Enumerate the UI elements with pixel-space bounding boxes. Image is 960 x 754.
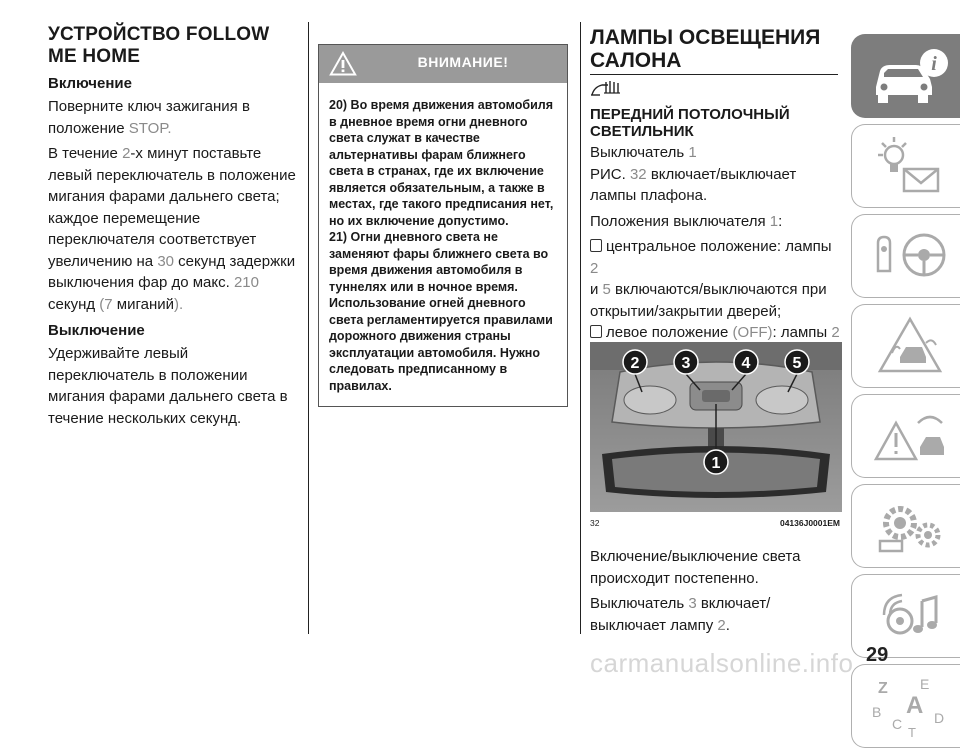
warning-line: заменяют фары ближнего света во — [329, 246, 549, 261]
warning-line: света в странах, где их включение — [329, 164, 544, 178]
ceiling-light-figure — [590, 342, 842, 512]
warning-line: время движения автомобиля в — [329, 263, 523, 277]
page-number: 29 — [866, 644, 889, 666]
callout-4 — [734, 350, 758, 374]
paragraph: Удерживайте левый переключатель в положении мигания фарами дальнего света в течение нескольких секунд. — [48, 345, 288, 427]
emergency-icon — [870, 403, 950, 467]
warning-line: света служат в качестве — [329, 131, 480, 145]
warning-line: но их включение допустимо. — [329, 213, 509, 228]
figure-code: 04136J0001EM — [779, 518, 840, 528]
paragraph: Поверните ключ зажигания в положение STOP. — [48, 98, 250, 137]
warning-line: Использование огней дневного — [329, 296, 526, 310]
tab-safety[interactable] — [851, 214, 960, 298]
svg-text:i: i — [931, 53, 937, 75]
car-info-icon — [870, 43, 950, 107]
safety-icon — [870, 223, 950, 287]
callout-5 — [785, 350, 809, 374]
watermark: carmanualsonline.info — [590, 648, 854, 678]
svg-text:3: 3 — [681, 355, 691, 372]
warning-line: света регламентируется правилами — [329, 312, 553, 327]
warning-line: следовать предписанному в — [329, 362, 508, 376]
paragraph: Включение/выключение света происходит постепенно. — [590, 548, 801, 587]
bullet-box-icon — [590, 325, 602, 338]
driving-icon — [870, 313, 950, 377]
tab-lights-messages[interactable] — [851, 124, 960, 208]
warning-line: дорожного движения страны — [329, 329, 511, 343]
multimedia-icon — [870, 583, 950, 647]
warning-box — [318, 44, 568, 407]
svg-text:E: E — [920, 676, 930, 692]
svg-text:C: C — [892, 716, 903, 732]
paragraph: Выключатель 3 включает/ выключает лампу 2. — [590, 595, 771, 634]
warning-lights-icon — [870, 133, 950, 197]
warning-line: 21) Огни дневного света не — [329, 230, 498, 244]
callout-3 — [674, 350, 698, 374]
paragraph: В течение 2-х минут поставьте левый переключатель в положение мигания фарами дальнего света; каждое перемещение переключателя соответствует увеличению на 30 секунд задержки выключения фар до макс. 210 секунд (7 миганий). — [48, 145, 296, 313]
subheading-off: Выключение — [48, 322, 145, 339]
list-item: левое положение (OFF): лампы 2 — [590, 322, 840, 387]
svg-text:2: 2 — [630, 355, 640, 372]
interior-light-icon — [590, 79, 624, 97]
subheading-on: Включение — [48, 75, 132, 92]
warning-line: 20) Во время движения автомобиля — [329, 98, 554, 112]
svg-text:B: B — [872, 704, 882, 720]
alphabet-index-icon — [870, 673, 950, 737]
warning-text — [319, 83, 567, 406]
list-item: центральное положение: лампы 2 и 5 включаются/выключаются при открытии/закрытии дверей; — [590, 238, 832, 320]
column-divider — [580, 22, 581, 634]
bullet-box-icon — [590, 239, 602, 252]
svg-text:Z: Z — [878, 680, 888, 697]
tab-starting-driving[interactable] — [851, 304, 960, 388]
column-divider — [308, 22, 309, 634]
warning-column — [318, 24, 568, 407]
section-heading: УСТРОЙСТВО FOLLOW ME HOME — [48, 24, 270, 67]
tab-index[interactable] — [851, 664, 960, 748]
svg-text:1: 1 — [711, 455, 721, 472]
paragraph: Выключатель 1 РИС. 32 включает/выключает лампы плафона. — [590, 144, 797, 204]
figure-number: 32 — [590, 518, 600, 528]
warning-line: местах, где такого предписания нет, — [329, 197, 554, 211]
subheading: ПЕРЕДНИЙ ПОТОЛОЧНЫЙ СВЕТИЛЬНИК — [590, 106, 790, 140]
warning-line: альтернативы фарам ближнего — [329, 147, 526, 162]
section-heading: ЛАМПЫ ОСВЕЩЕНИЯ САЛОНА — [590, 26, 821, 72]
svg-text:D: D — [934, 710, 945, 726]
callout-2 — [623, 350, 647, 374]
tab-emergency[interactable] — [851, 394, 960, 478]
svg-text:T: T — [908, 725, 916, 737]
svg-text:A: A — [906, 692, 924, 719]
interior-lights-continued — [590, 546, 840, 640]
warning-line: туннелях или в ночное время. — [329, 279, 518, 294]
svg-text:4: 4 — [741, 355, 751, 372]
follow-me-home-section — [48, 24, 298, 433]
callout-1 — [704, 450, 728, 474]
warning-line: эксплуатации автомобиля. Нужно — [329, 345, 540, 360]
tab-maintenance[interactable] — [851, 484, 960, 568]
svg-text:5: 5 — [792, 355, 802, 372]
paragraph: Положения выключателя 1: — [590, 212, 783, 230]
heading-underline — [590, 74, 838, 75]
tab-getting-to-know-car[interactable] — [851, 34, 960, 118]
warning-header — [319, 45, 567, 83]
warning-line: правилах. — [329, 378, 392, 393]
warning-title: ВНИМАНИЕ! — [417, 54, 509, 70]
warning-line: является обязательным, а также в — [329, 180, 545, 195]
warning-line: в дневное время огни дневного — [329, 114, 528, 129]
gears-icon — [870, 493, 950, 557]
